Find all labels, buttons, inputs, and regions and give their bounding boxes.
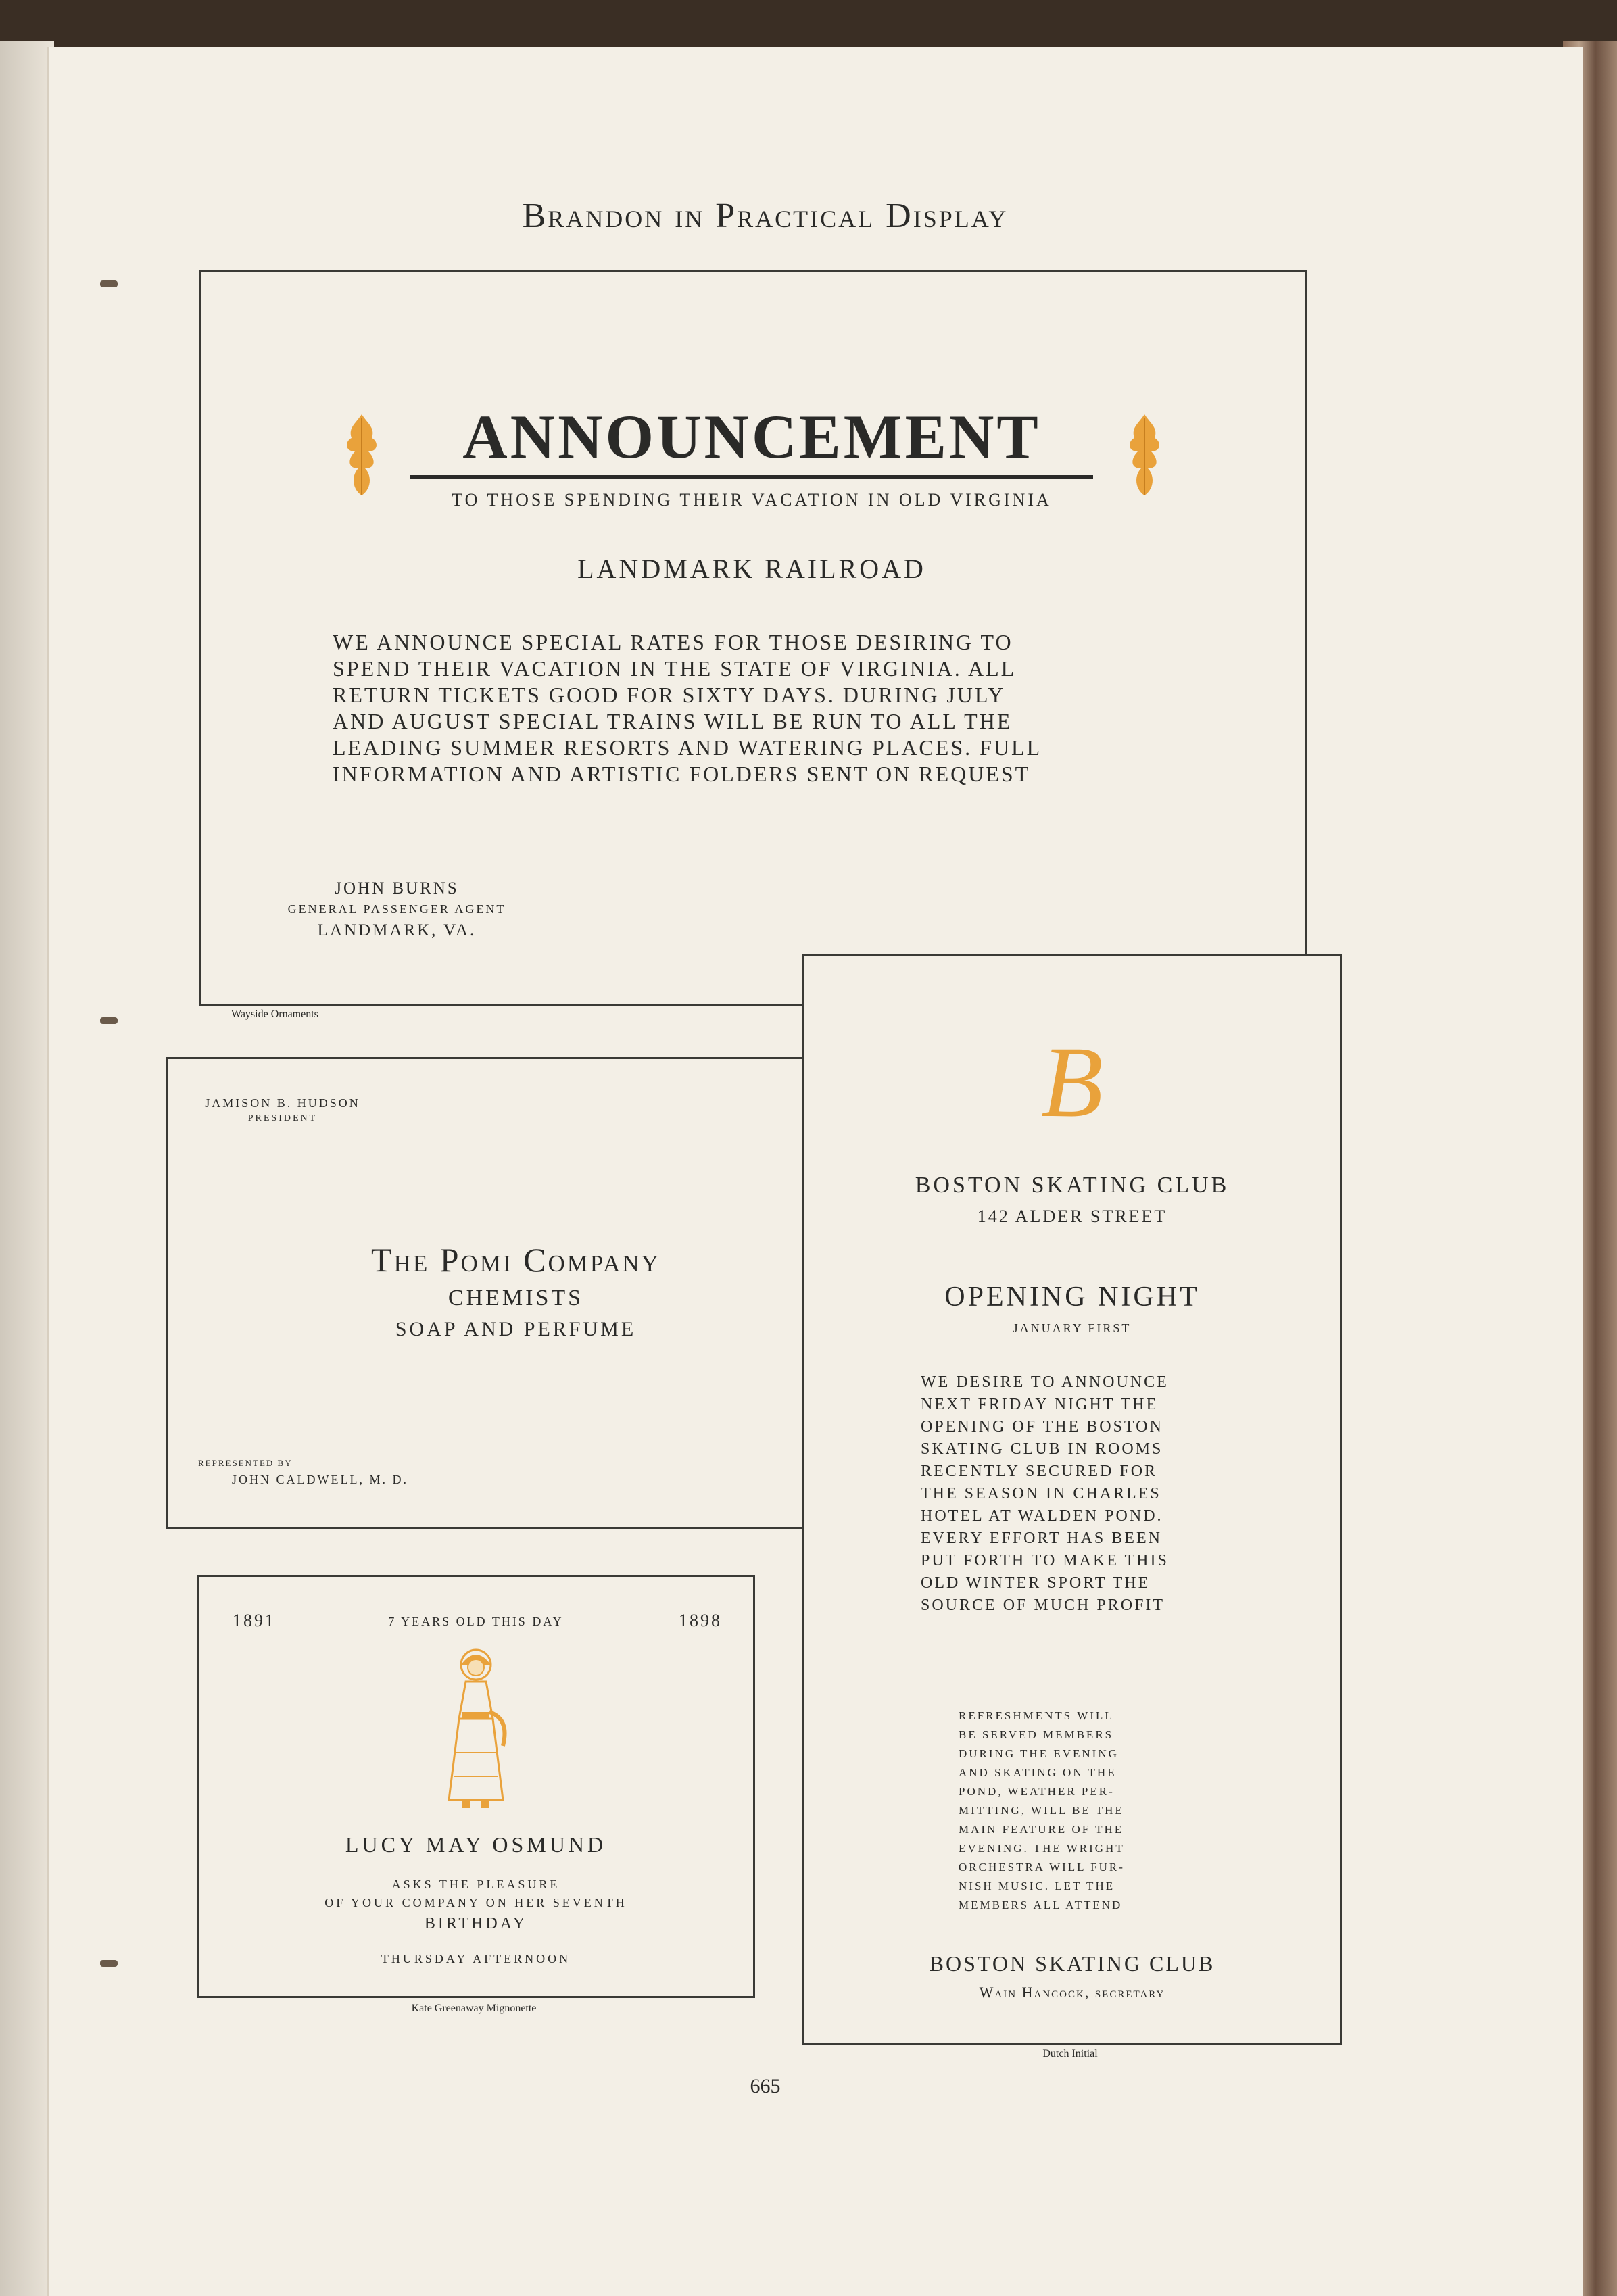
heading-rule [410,475,1093,479]
body-line: OLD WINTER SPORT THE [921,1574,1151,1592]
body-line: EVERY EFFORT HAS BEEN [921,1530,1162,1547]
president-name: JAMISON B. HUDSON [205,1096,360,1110]
announcement-subheading: TO THOSE SPENDING THEIR VACATION IN OLD VIRGINIA [452,490,1052,510]
child-name: LUCY MAY OSMUND [345,1832,607,1857]
announcement-body [333,629,1171,787]
small-line: NISH MUSIC. LET THE [959,1880,1115,1892]
body-line: WE DESIRE TO ANNOUNCE [921,1373,1169,1391]
club-address: 142 ALDER STREET [977,1206,1167,1226]
body-line: LEADING SUMMER RESORTS AND WATERING PLACES. FULL [333,735,1042,760]
birth-year: 1891 [233,1611,276,1630]
birthday-card [197,1575,755,1998]
body-line: OPENING OF THE BOSTON [921,1418,1163,1436]
current-year: 1898 [679,1611,722,1630]
birthday-line-2: OF YOUR COMPANY ON HER SEVENTH [324,1896,627,1909]
leaf-ornament-right-icon [1124,411,1165,499]
binding-hole [100,1960,118,1967]
binding-hole [100,1017,118,1024]
event-date: JANUARY FIRST [1013,1321,1132,1335]
body-line: SOURCE OF MUCH PROFIT [921,1596,1165,1614]
body-line: HOTEL AT WALDEN POND. [921,1507,1163,1525]
small-line: DURING THE EVENING [959,1747,1119,1760]
announcement-company: LANDMARK RAILROAD [577,554,926,584]
signer-title: GENERAL PASSENGER AGENT [287,902,506,916]
skating-caption: Dutch Initial [1042,2048,1098,2059]
age-line: 7 YEARS OLD THIS DAY [388,1615,564,1628]
book-page [47,47,1583,2296]
small-line: MITTING, WILL BE THE [959,1804,1124,1817]
body-line: PUT FORTH TO MAKE THIS [921,1552,1169,1569]
company-line-1: CHEMISTS [448,1286,584,1311]
represented-label: REPRESENTED BY [198,1458,293,1468]
skating-small-text [959,1707,1125,1915]
pomi-company-card [166,1057,913,1529]
body-line: RETURN TICKETS GOOD FOR SIXTY DAYS. DURING JULY [333,683,1006,707]
body-line: WE ANNOUNCE SPECIAL RATES FOR THOSE DESIRING TO [333,630,1013,654]
small-line: REFRESHMENTS WILL [959,1709,1114,1722]
birthday-caption: Kate Greenaway Mignonette [411,2003,537,2014]
announcement-card [199,270,1307,1006]
company-name: The Pomi Company [371,1241,660,1279]
skating-body [921,1371,1169,1617]
body-line: RECENTLY SECURED FOR [921,1463,1158,1480]
president-title: PRESIDENT [247,1113,318,1123]
body-line: SPEND THEIR VACATION IN THE STATE OF VIRGINIA. ALL [333,656,1017,681]
left-page-edge [0,41,54,2296]
footer-secretary: Wain Hancock, secretary [979,1984,1165,2001]
signer-name: JOHN BURNS [335,879,459,898]
ornament-caption: Wayside Ornaments [231,1008,318,1020]
page-title: Brandon in Practical Display [522,197,1009,235]
birthday-line-3: BIRTHDAY [424,1915,528,1932]
small-line: POND, WEATHER PER- [959,1785,1115,1798]
body-line: THE SEASON IN CHARLES [921,1485,1161,1503]
small-line: EVENING. THE WRIGHT [959,1842,1125,1855]
body-line: SKATING CLUB IN ROOMS [921,1440,1163,1458]
girl-illustration-icon [435,1644,516,1813]
announcement-heading: ANNOUNCEMENT [462,402,1041,471]
club-name: BOSTON SKATING CLUB [915,1173,1230,1198]
small-line: ORCHESTRA WILL FUR- [959,1861,1125,1874]
represented-name: JOHN CALDWELL, M. D. [232,1473,408,1486]
body-line: AND AUGUST SPECIAL TRAINS WILL BE RUN TO ALL THE [333,709,1013,733]
dutch-initial-icon: B [1041,1026,1103,1138]
page-number: 665 [750,2075,781,2097]
event-title: OPENING NIGHT [944,1281,1200,1313]
skating-club-card [802,954,1342,2045]
small-line: BE SERVED MEMBERS [959,1728,1114,1741]
small-line: AND SKATING ON THE [959,1766,1117,1779]
leaf-ornament-left-icon [341,411,382,499]
company-line-2: SOAP AND PERFUME [395,1318,637,1340]
body-line: INFORMATION AND ARTISTIC FOLDERS SENT ON REQUEST [333,762,1031,786]
body-line: NEXT FRIDAY NIGHT THE [921,1396,1159,1413]
birthday-line-4: THURSDAY AFTERNOON [381,1952,571,1965]
signer-place: LANDMARK, VA. [317,921,477,939]
birthday-line-1: ASKS THE PLEASURE [391,1878,560,1891]
small-line: MAIN FEATURE OF THE [959,1823,1124,1836]
footer-club: BOSTON SKATING CLUB [929,1951,1215,1976]
small-line: MEMBERS ALL ATTEND [959,1899,1123,1911]
binding-hole [100,280,118,287]
